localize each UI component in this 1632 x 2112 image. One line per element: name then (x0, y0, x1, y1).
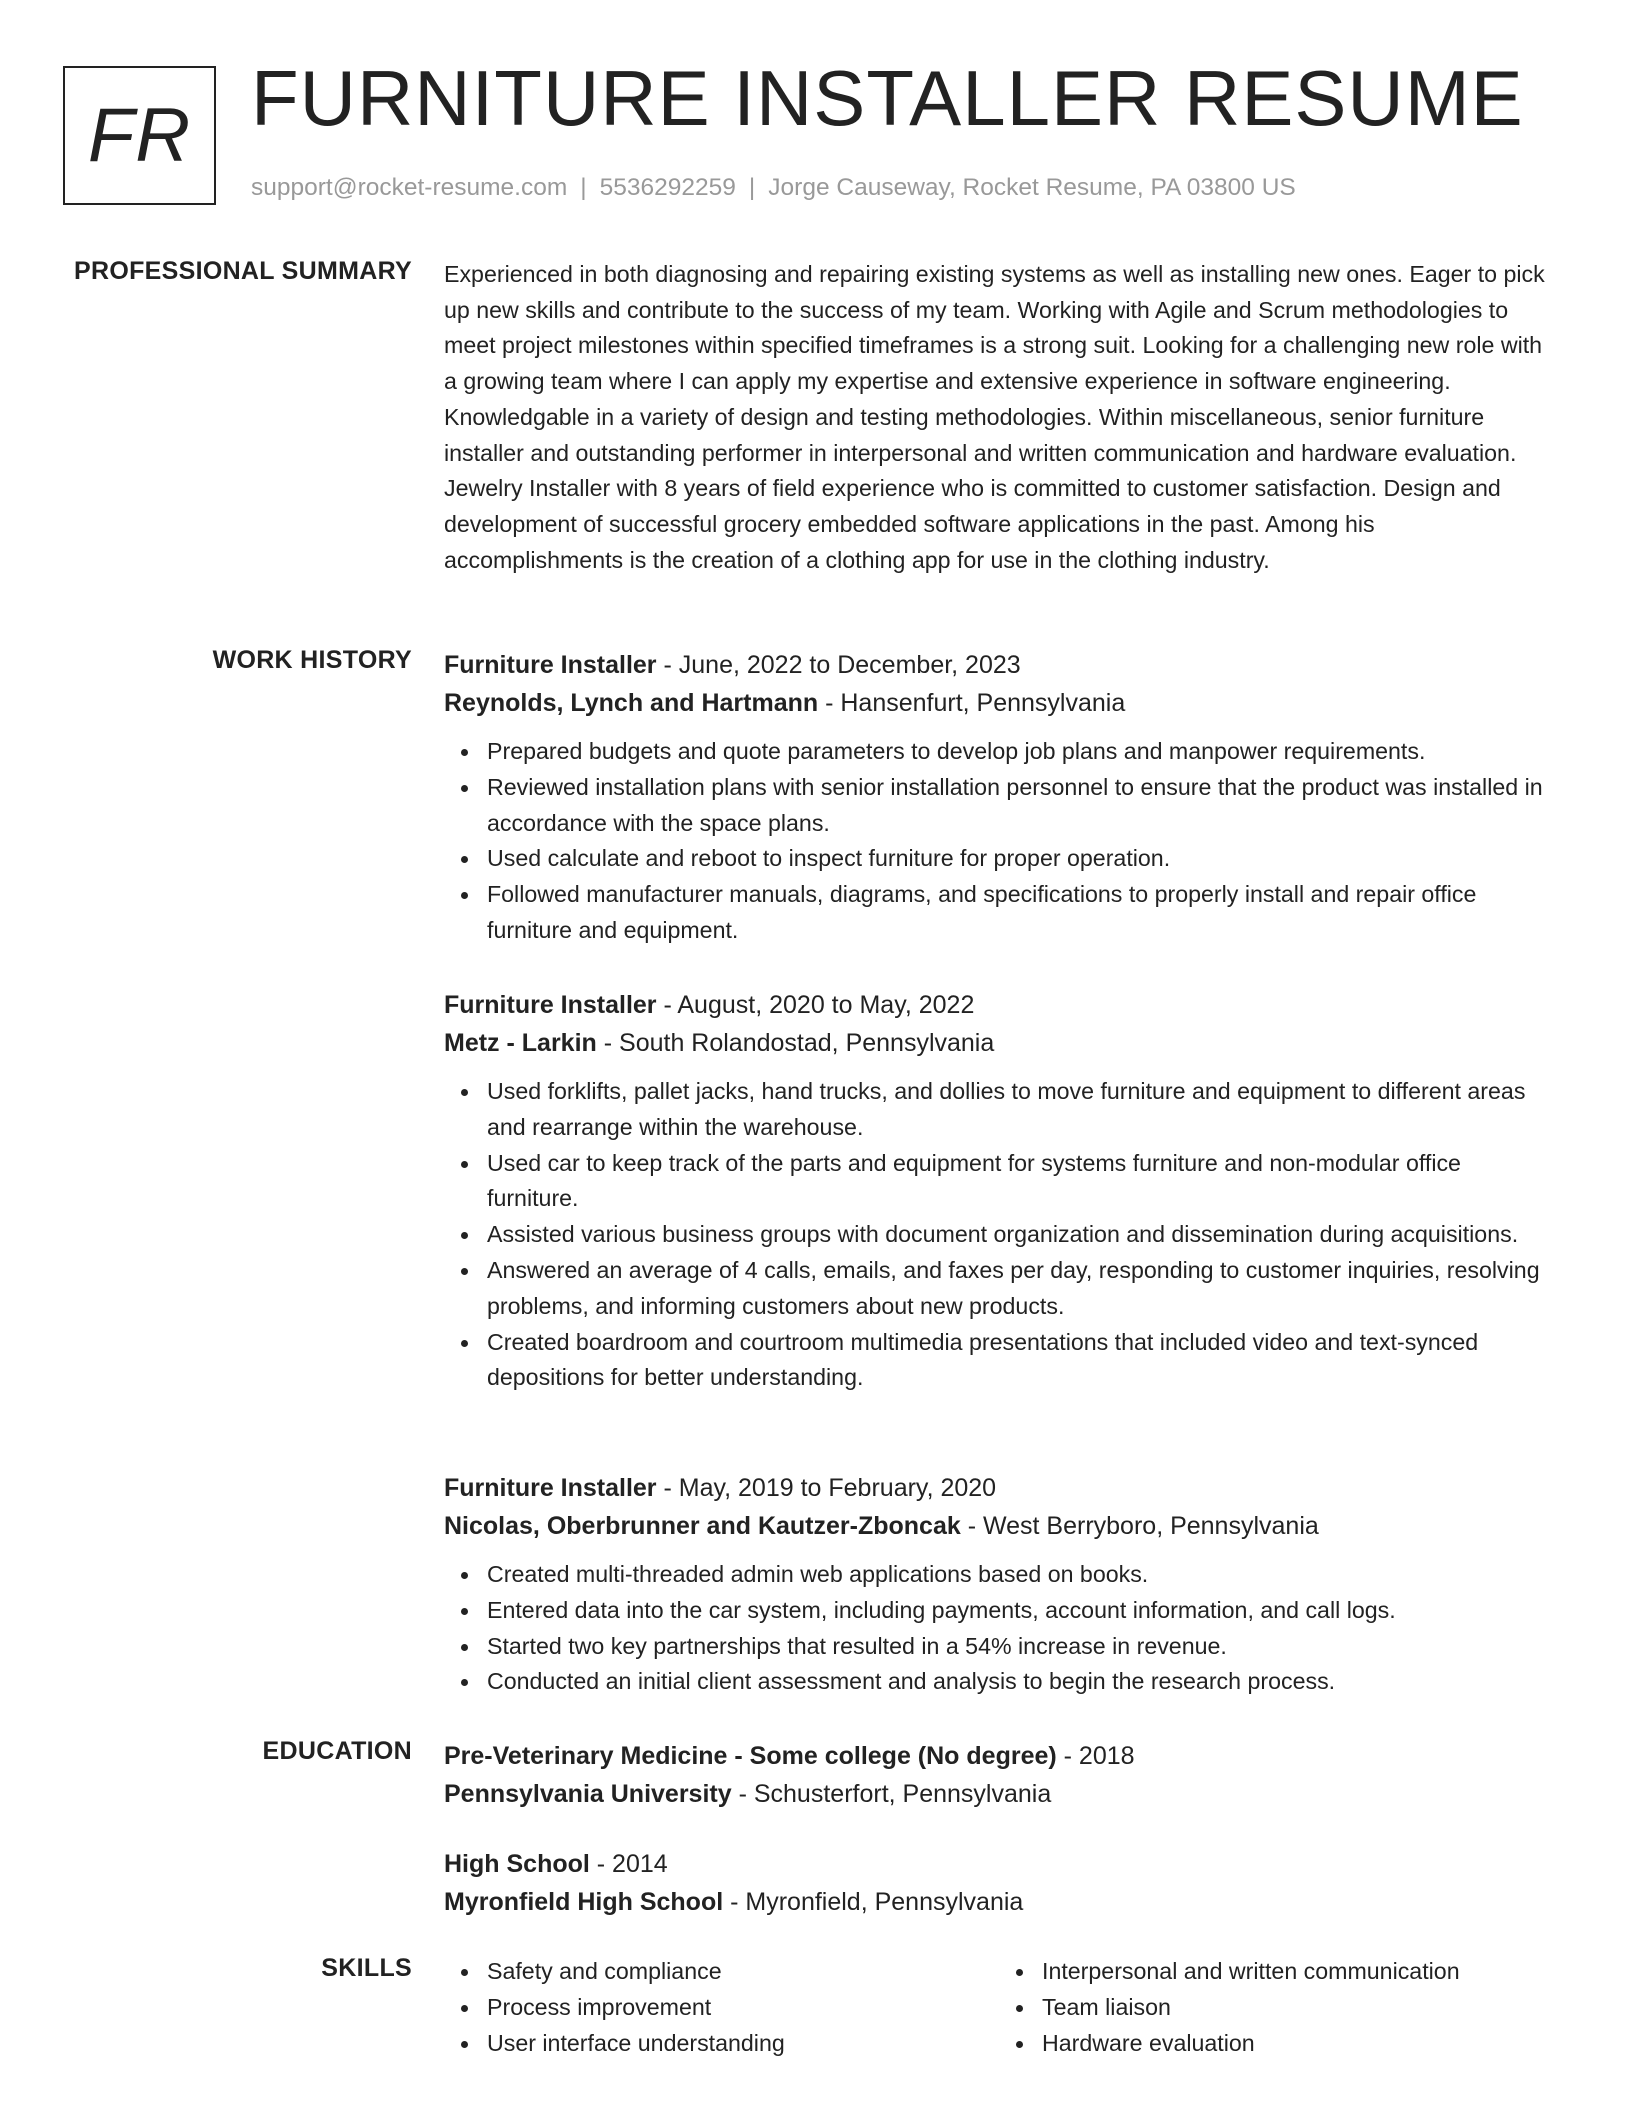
job-dates: - May, 2019 to February, 2020 (656, 1474, 997, 1502)
job-bullet: Followed manufacturer manuals, diagrams, and specifications to properly install and repair office furniture and equipment. (487, 877, 1554, 949)
job-location: - Hansenfurt, Pennsylvania (818, 689, 1126, 717)
section-label-summary: PROFESSIONAL SUMMARY (74, 257, 412, 285)
job-bullet: Answered an average of 4 calls, emails, and faxes per day, responding to customer inquiries, resolving problems, and informing customers about new products. (487, 1253, 1554, 1325)
work-history-body (444, 646, 1554, 1695)
skill-item: Team liaison (1042, 1990, 1554, 2026)
skill-item: Safety and compliance (487, 1954, 999, 1990)
job-bullet: Conducted an initial client assessment and analysis to begin the research process. (487, 1664, 1554, 1700)
skill-item: Interpersonal and written communication (1042, 1954, 1554, 1990)
education-degree-line (444, 1737, 1554, 1775)
job-company: Nicolas, Oberbrunner and Kautzer-Zboncak (444, 1512, 961, 1540)
section-label-skills: SKILLS (321, 1954, 412, 1982)
skills-column-right (999, 1954, 1554, 2061)
skills-grid (444, 1954, 1554, 2061)
job-title-line (444, 646, 1554, 684)
job-bullet: Prepared budgets and quote parameters to develop job plans and manpower requirements. (487, 734, 1554, 770)
job-company-line (444, 684, 1554, 722)
job-bullet: Reviewed installation plans with senior installation personnel to ensure that the product was installed in accordance with the space plans. (487, 770, 1554, 842)
education-degree: High School (444, 1850, 590, 1878)
job-dates: - June, 2022 to December, 2023 (656, 651, 1021, 679)
job-bullets (444, 1557, 1554, 1700)
resume-title: FURNITURE INSTALLER RESUME (251, 54, 1524, 142)
skills-column-left (444, 1954, 999, 2061)
job-bullet: Created boardroom and courtroom multimedia presentations that included video and text-synced depositions for better understanding. (487, 1325, 1554, 1397)
job-company-line (444, 1507, 1554, 1545)
job-title-line (444, 986, 1554, 1024)
job-company-line (444, 1024, 1554, 1062)
job-entry (444, 986, 1554, 1396)
education-degree-line (444, 1845, 1554, 1883)
contact-email: support@rocket-resume.com (251, 174, 568, 201)
education-school: Pennsylvania University (444, 1780, 732, 1808)
education-year: - 2014 (589, 1850, 668, 1878)
job-title: Furniture Installer (444, 991, 657, 1019)
job-bullets (444, 734, 1554, 949)
job-bullets (444, 1074, 1554, 1396)
job-entry (444, 646, 1554, 949)
contact-phone: 5536292259 (599, 174, 736, 201)
education-location: - Schusterfort, Pennsylvania (731, 1780, 1052, 1808)
job-bullet: Assisted various business groups with document organization and dissemination during acquisitions. (487, 1217, 1554, 1253)
skill-item: Hardware evaluation (1042, 2026, 1554, 2062)
monogram-initials: FR (87, 92, 192, 178)
job-company: Metz - Larkin (444, 1029, 597, 1057)
job-title: Furniture Installer (444, 651, 657, 679)
skills-body (444, 1954, 1554, 2061)
contact-line (251, 174, 1296, 202)
contact-separator: | (580, 174, 587, 201)
summary-text: Experienced in both diagnosing and repairing existing systems as well as installing new ones. Eager to pick up new skills and contribute to the success of my team. Working with Agile and Scrum methodologies to meet project milestones within specified timeframes is a strong suit. Looking for a challenging new role with a growing team where I can apply my expertise and extensive experience in software engineering. Knowledgable in a variety of design and testing methodologies. Within miscellaneous, senior furniture installer and outstanding performer in interpersonal and written communication and hardware evaluation. Jewelry Installer with 8 years of field experience who is committed to customer satisfaction. Design and development of successful grocery embedded software applications in the past. Among his accomplishments is the creation of a clothing app for use in the clothing industry. (444, 261, 1545, 573)
education-school-line (444, 1883, 1554, 1921)
job-title: Furniture Installer (444, 1474, 657, 1502)
education-entry (444, 1845, 1554, 1921)
job-title-line (444, 1469, 1554, 1507)
job-dates: - August, 2020 to May, 2022 (656, 991, 975, 1019)
education-body (444, 1737, 1554, 1921)
job-bullet: Used car to keep track of the parts and equipment for systems furniture and non-modular office furniture. (487, 1146, 1554, 1218)
job-bullet: Started two key partnerships that resulted in a 54% increase in revenue. (487, 1629, 1554, 1665)
education-entry (444, 1737, 1554, 1813)
job-bullet: Created multi-threaded admin web applications based on books. (487, 1557, 1554, 1593)
education-school: Myronfield High School (444, 1888, 724, 1916)
education-degree: Pre-Veterinary Medicine - Some college (No degree) (444, 1742, 1057, 1770)
education-year: - 2018 (1056, 1742, 1135, 1770)
summary-body (444, 257, 1554, 578)
education-school-line (444, 1775, 1554, 1813)
contact-separator: | (748, 174, 756, 201)
job-bullet: Used calculate and reboot to inspect furniture for proper operation. (487, 841, 1554, 877)
job-location: - South Rolandostad, Pennsylvania (596, 1029, 995, 1057)
skill-item: User interface understanding (487, 2026, 999, 2062)
job-bullet: Used forklifts, pallet jacks, hand trucks, and dollies to move furniture and equipment to different areas and rearrange within the warehouse. (487, 1074, 1554, 1146)
contact-address: Jorge Causeway, Rocket Resume, PA 03800 US (768, 174, 1296, 201)
monogram-box (63, 66, 216, 205)
job-bullet: Entered data into the car system, including payments, account information, and call logs. (487, 1593, 1554, 1629)
job-location: - West Berryboro, Pennsylvania (960, 1512, 1319, 1540)
section-label-education: EDUCATION (262, 1737, 412, 1765)
skill-item: Process improvement (487, 1990, 999, 2026)
education-location: - Myronfield, Pennsylvania (723, 1888, 1024, 1916)
job-company: Reynolds, Lynch and Hartmann (444, 689, 819, 717)
job-entry (444, 1469, 1554, 1700)
section-label-work-history: WORK HISTORY (212, 646, 412, 674)
